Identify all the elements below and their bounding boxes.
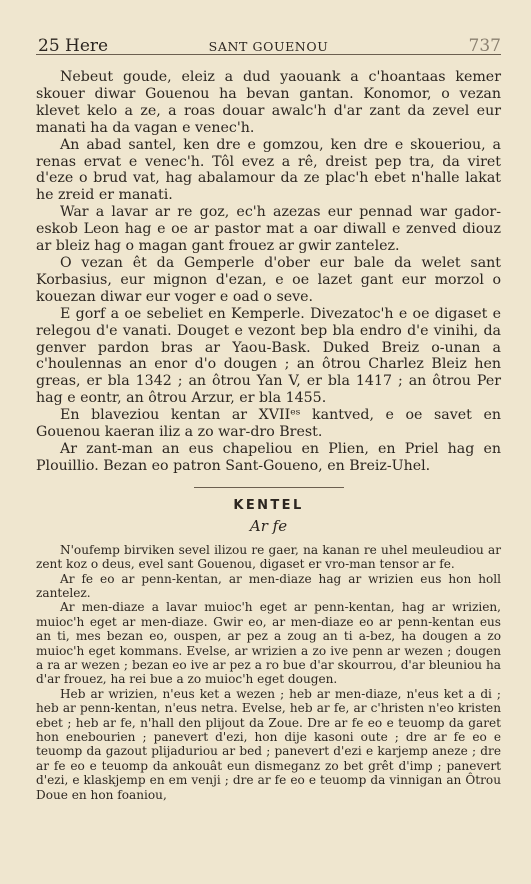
paragraph: E gorf a oe sebeliet en Kemperle. Divezatoc'h e oe digaset e relegou d'e vanati. Douget e vezont bep bla endro d'e vinihi, da genver pardon bras ar Yaou-Bask. Duked Breiz o-unan a c'houlennas an enor d'o dougen ; an ôtrou Charlez Bleiz hen greas, er bla 1342 ; an ôtrou Yan V, er bla 1417 ; an ôtrou Per hag e eontr, an ôtrou Arzur, er bla 1455.: [36, 305, 501, 407]
signature-mark: 25 Here: [38, 36, 109, 56]
lesson-text: [36, 543, 501, 802]
paragraph: War a lavar ar re goz, ec'h azezas eur pennad war gador-eskob Leon hag e oe ar pastor mat a oar diwall e zenved diouz ar bleiz hag o magan gant frouez ar gwir zantelez.: [36, 204, 501, 255]
lesson-paragraph: N'oufemp birviken sevel ilizou re gaer, na kanan re uhel meuleudiou ar zent koz o deus, evel sant Gouenou, digaset er vro-man tensor ar fe.: [36, 542, 501, 572]
paragraph: O vezan êt da Gemperle d'ober eur bale da welet sant Korbasius, eur mignon d'ezan, e oe lazet gant eur morzol o kouezan diwar eur voger e oad o seve.: [36, 254, 501, 305]
lesson-paragraph: Heb ar wrizien, n'eus ket a wezen ; heb ar men-diaze, n'eus ket a di ; heb ar penn-kentan, n'eus netra. Evelse, heb ar fe, ar c'hristen n'eo kristen ebet ; heb ar fe, n'hall den plijout da Zoue. Dre ar fe eo e teuomp da garet hon enebourien ; panevert d'ezi, hon dije kasoni oute ; dre ar fe eo e teuomp da gazout plijaduriou ar bed ; panevert d'ezi e karjemp aneze ; dre ar fe eo e teuomp da ankouât eun dismeganz zo bet grêt d'imp ; panevert d'ezi, e klaskjemp en em venji ; dre ar fe eo e teuomp da vinnigan an Ôtrou Doue en hon foaniou,: [36, 686, 501, 802]
paragraph: An abad santel, ken dre e gomzou, ken dre e skoueriou, a renas ervat e venec'h. Tôl evez a rê, dreist pep tra, da viret d'eze o brud vat, hag abalamour da ze plac'h ebet n'halle lakat he zreid er manati.: [36, 136, 501, 204]
section-subtitle: Ar fe: [249, 516, 288, 535]
running-title: SANT GOUENOU: [208, 39, 329, 54]
paragraph: Ar zant-man an eus chapeliou en Plien, en Priel hag en Plouillio. Bezan eo patron Sant-Goueno, en Breiz-Uhel.: [36, 440, 501, 474]
lesson-paragraph: Ar fe eo ar penn-kentan, ar men-diaze hag ar wrizien eus hon holl zantelez.: [36, 571, 501, 600]
lesson-paragraph: Ar men-diaze a lavar muioc'h eget ar penn-kentan, hag ar wrizien, muioc'h eget ar men-diaze. Gwir eo, ar men-diaze eo ar penn-kentan eus an ti, mes bezan eo, ouspen, ar pez a zoug an ti a-bez, ha dougen a zo muioc'h eget kommans. Evelse, ar wrizien a zo ive penn ar wezen ; dougen a ra ar wezen ; bezan eo ive ar pez a ro bue d'ar skourrou, d'ar bleuniou ha d'ar frouez, ha rei bue a zo muioc'h eget dougen.: [36, 600, 501, 687]
page-number: 737: [468, 36, 501, 56]
paragraph: Nebeut goude, eleiz a dud yaouank a c'hoantaas kemer skouer diwar Gouenou ha bevan gantan. Konomor, o vezan klevet kelo a ze, a roas douar awalc'h d'ar zant da zevel eur manati ha da vagan e venec'h.: [36, 69, 501, 136]
running-header: [36, 30, 501, 55]
section-title: KENTEL: [194, 487, 344, 513]
paragraph: En blaveziou kentan ar XVIIᵉˢ kantved, e oe savet en Gouenou kaeran iliz a zo war-dro Brest.: [36, 407, 501, 441]
main-text: [36, 69, 501, 475]
